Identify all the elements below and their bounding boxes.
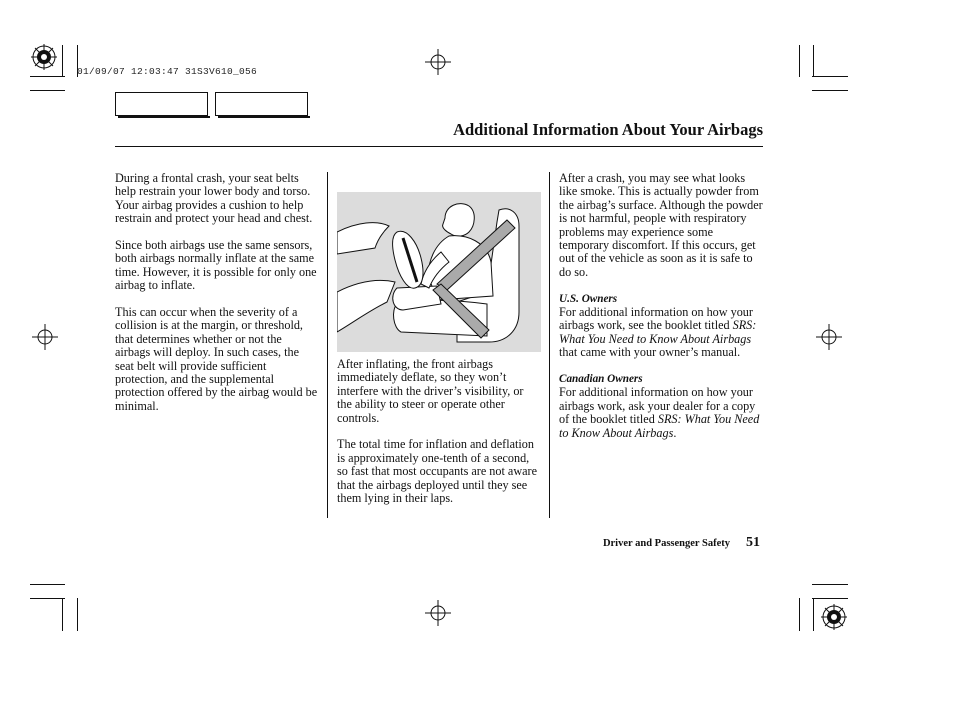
column-divider-2 <box>549 172 550 518</box>
title-rule <box>115 146 763 147</box>
airbag-illustration <box>337 192 541 352</box>
column-middle <box>337 358 541 519</box>
crosshair-top-center <box>425 49 451 75</box>
paragraph-total-time: The total time for inflation and deflation is approximately one-tenth of a second, so fast that most occupants are not aware that the airbags deployed until they see them lying in their laps. <box>337 437 538 506</box>
booklet-title-us: SRS: What You Need to Know About Airbags <box>559 318 757 346</box>
heading-canadian-owners: Canadian Owners <box>559 373 643 386</box>
booklet-title-ca: SRS: What You Need to Know About Airbags <box>559 412 760 440</box>
column-left <box>115 172 318 427</box>
section-tab-box-2 <box>215 92 308 116</box>
paragraph-both-airbags: Since both airbags use the same sensors, both airbags normally inflate at the same time. However, it is possible for only one airbag to inflate. <box>115 238 317 293</box>
paragraph-deflate: After inflating, the front airbags immediately deflate, so they won’t interfere with the driver’s visibility, or the ability to steer or operate other controls. <box>337 357 524 425</box>
section-tab-box-1 <box>115 92 208 116</box>
crosshair-left-middle <box>32 324 58 350</box>
paragraph-smoke: After a crash, you may see what looks like smoke. This is actually powder from the airbag’s surface. Although the powder is not harmful, people with respiratory problems may experience some temporary discomfort. If this occurs, get out of the vehicle as soon as it is safe to do so. <box>559 171 763 279</box>
page-number: 51 <box>746 535 760 550</box>
paragraph-severity: This can occur when the severity of a collision is at the margin, or threshold, that determines whether or not the airbags will deploy. In such cases, the seat belt will provide sufficient protection, and the supplemental protection offered by the airbag would be minimal. <box>115 305 318 413</box>
us-text-end: that came with your owner’s manual. <box>559 345 741 360</box>
heading-us-owners: U.S. Owners <box>559 292 618 305</box>
footer-section-label: Driver and Passenger Safety <box>602 538 730 549</box>
ca-text-start: For additional information on how your airbags work, ask your dealer for a copy of the booklet titled <box>559 385 756 427</box>
paragraph-frontal-crash: During a frontal crash, your seat belts help restrain your lower body and torso. Your airbag provides a cushion to help restrain and protect your head and chest. <box>115 171 313 226</box>
page-title: Additional Information About Your Airbags <box>453 120 763 139</box>
us-text-start: For additional information on how your airbags work, see the booklet titled <box>559 305 753 333</box>
registration-target-bottom-right <box>821 604 847 630</box>
paragraph-canadian-owners <box>559 386 763 440</box>
print-slug: 01/09/07 12:03:47 31S3V610_056 <box>77 66 258 77</box>
column-right <box>559 172 763 453</box>
crosshair-bottom-center <box>425 600 451 626</box>
ca-text-end: . <box>673 425 677 440</box>
crosshair-right-middle <box>816 324 842 350</box>
registration-target-top-left <box>31 44 57 70</box>
column-divider-1 <box>327 172 328 518</box>
paragraph-us-owners <box>559 306 763 360</box>
